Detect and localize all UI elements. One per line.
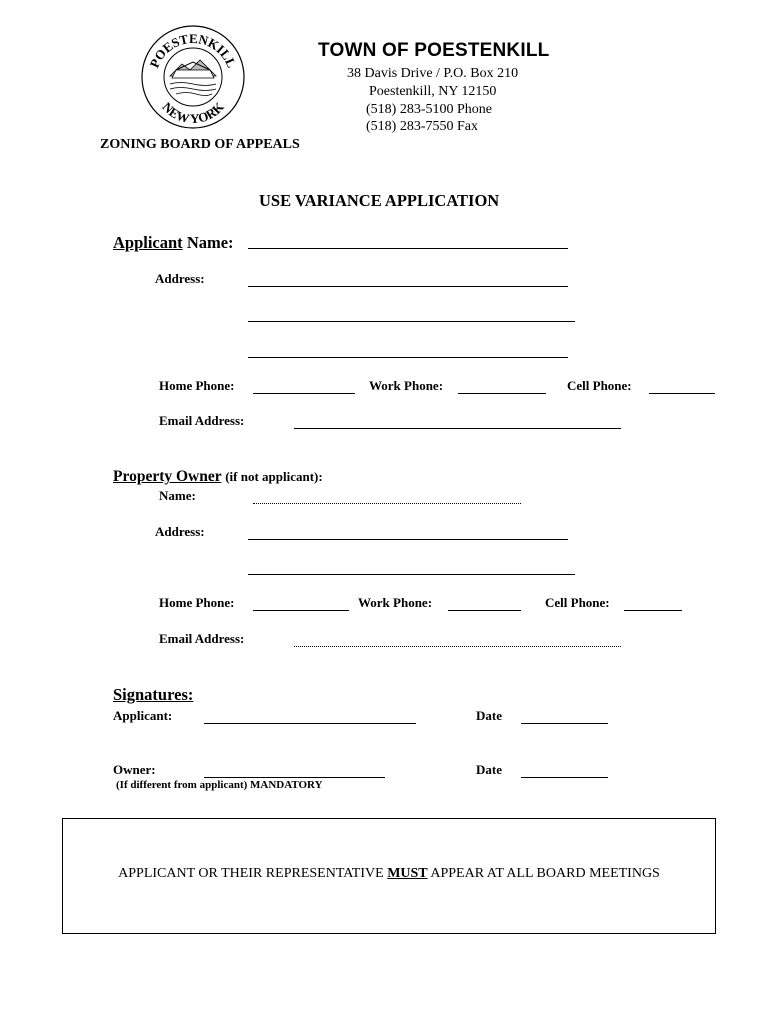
signatures-heading: Signatures: — [113, 685, 194, 704]
owner-address-field-1[interactable] — [248, 539, 568, 540]
applicant-address-field-1[interactable] — [248, 286, 568, 287]
applicant-cell-phone-field[interactable] — [649, 393, 715, 394]
owner-heading-note: (if not applicant): — [225, 469, 323, 484]
seal-text-bottom: NEW YORK — [159, 99, 227, 127]
applicant-signature-field[interactable] — [204, 723, 416, 724]
owner-name-field[interactable] — [253, 503, 521, 504]
phone-line: (518) 283-5100 Phone — [366, 102, 492, 117]
seal-text-top: POESTENKILL — [146, 30, 240, 70]
owner-date-label: Date — [476, 762, 502, 777]
applicant-home-phone-label: Home Phone: — [159, 378, 235, 393]
applicant-work-phone-field[interactable] — [458, 393, 546, 394]
board-name: ZONING BOARD OF APPEALS — [100, 137, 300, 152]
applicant-address-field-2[interactable] — [248, 321, 575, 322]
applicant-work-phone-label: Work Phone: — [369, 378, 444, 393]
notice-text-emphasis: MUST — [387, 866, 428, 881]
owner-cell-phone-field[interactable] — [624, 610, 682, 611]
address-line-2: Poestenkill, NY 12150 — [369, 84, 497, 99]
owner-signature-field[interactable] — [204, 777, 385, 778]
applicant-email-label: Email Address: — [159, 413, 245, 428]
applicant-name-field[interactable] — [248, 248, 568, 249]
owner-address-label: Address: — [155, 524, 205, 539]
applicant-date-field[interactable] — [521, 723, 608, 724]
owner-work-phone-field[interactable] — [448, 610, 521, 611]
owner-cell-phone-label: Cell Phone: — [545, 595, 610, 610]
applicant-heading-rest: Name: — [182, 233, 234, 252]
owner-home-phone-field[interactable] — [253, 610, 349, 611]
applicant-address-label: Address: — [155, 271, 205, 286]
applicant-heading-word: Applicant — [113, 233, 183, 252]
address-line-1: 38 Davis Drive / P.O. Box 210 — [347, 66, 519, 81]
owner-signature-note: (If different from applicant) MANDATORY — [116, 779, 323, 791]
applicant-cell-phone-label: Cell Phone: — [567, 378, 632, 393]
applicant-email-field[interactable] — [294, 428, 621, 429]
applicant-signature-label: Applicant: — [113, 708, 173, 723]
owner-section-heading — [113, 468, 323, 486]
owner-home-phone-label: Home Phone: — [159, 595, 235, 610]
owner-address-field-2[interactable] — [248, 574, 575, 575]
applicant-section-heading — [113, 233, 234, 253]
notice-text-before: APPLICANT OR THEIR REPRESENTATIVE — [118, 866, 388, 881]
owner-signature-label: Owner: — [113, 762, 156, 777]
town-title: TOWN OF POESTENKILL — [318, 40, 550, 61]
owner-name-label: Name: — [159, 488, 196, 503]
notice-text-after: APPEAR AT ALL BOARD MEETINGS — [427, 866, 660, 881]
owner-email-label: Email Address: — [159, 631, 245, 646]
applicant-date-label: Date — [476, 708, 502, 723]
owner-date-field[interactable] — [521, 777, 608, 778]
owner-email-field[interactable] — [294, 646, 621, 647]
applicant-address-field-3[interactable] — [248, 357, 568, 358]
town-seal-logo — [140, 24, 246, 130]
form-title: USE VARIANCE APPLICATION — [259, 191, 500, 210]
notice-text — [63, 866, 715, 882]
notice-box — [62, 818, 716, 934]
applicant-home-phone-field[interactable] — [253, 393, 355, 394]
owner-work-phone-label: Work Phone: — [358, 595, 433, 610]
owner-heading-word: Property Owner — [113, 468, 222, 485]
fax-line: (518) 283-7550 Fax — [366, 119, 478, 134]
